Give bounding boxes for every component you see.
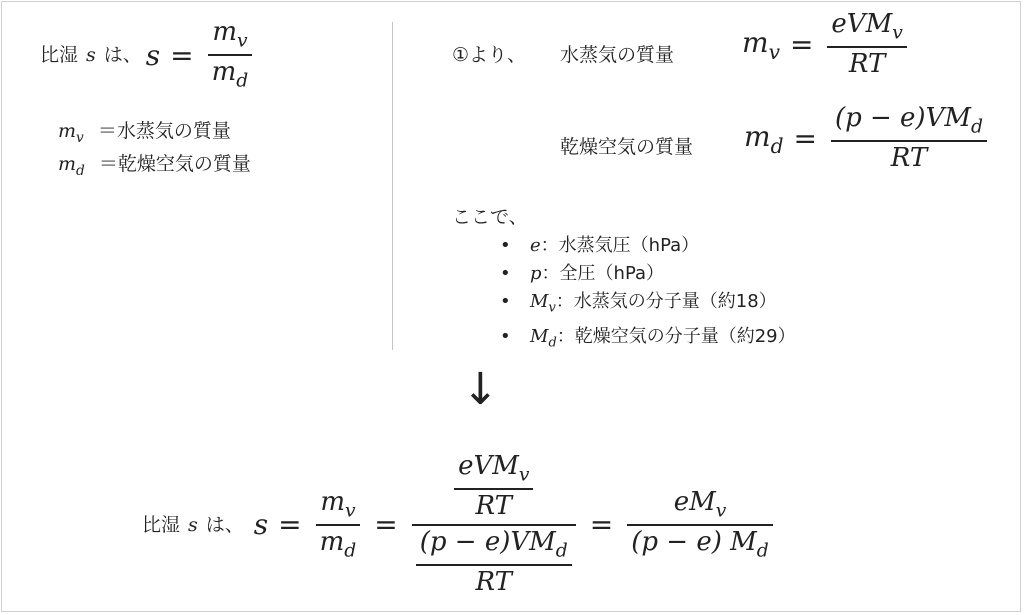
bullet-text: ：全圧（hPa）: [541, 263, 665, 284]
fraction-bar: [827, 46, 906, 48]
def-text: ＝水蒸気の質量: [97, 120, 231, 142]
def-var: m: [58, 120, 77, 142]
intro-label: 比湿: [40, 44, 79, 67]
frac-num: (p − e)VM: [834, 103, 971, 133]
bullet-var: M: [530, 325, 549, 347]
fraction-bar: [454, 488, 533, 490]
def-text: ＝乾燥空気の質量: [98, 152, 251, 175]
def-sub: d: [76, 162, 85, 179]
bottom-fraction-1: [316, 488, 361, 562]
bottom-fraction-final: [627, 488, 773, 562]
inner-fraction-bottom: [416, 528, 572, 598]
bullet-dot: •: [500, 263, 511, 284]
fraction-bar: [416, 564, 572, 566]
specific-humidity-definition: [40, 18, 256, 92]
bullet-sub: d: [548, 335, 557, 351]
frac-num: eM: [673, 486, 716, 517]
frac-num-sub: d: [555, 540, 568, 562]
frac-num-sub: v: [715, 500, 727, 522]
intro-wa: は、: [103, 44, 142, 67]
bullet-text: ：水蒸気の分子量（約18）: [555, 291, 777, 312]
vapor-mass-equation: [742, 10, 911, 80]
eq-lhs: m: [742, 25, 769, 59]
fraction-bar: [208, 54, 253, 56]
eq-lhs: m: [744, 119, 771, 153]
frac-den: RT: [475, 491, 512, 522]
eq-lhs-sub: v: [768, 40, 780, 64]
frac-num-sub: v: [345, 500, 356, 522]
frac-den: m: [211, 57, 237, 88]
intro-var: s: [86, 44, 96, 67]
vapor-mass-label: 水蒸気の質量: [560, 44, 675, 66]
vapor-fraction: [827, 10, 906, 80]
frac-num-sub: d: [970, 116, 983, 138]
def-mv: [58, 118, 251, 151]
frac-num: eVM: [831, 9, 893, 39]
frac-num: eVM: [458, 451, 519, 481]
list-item: [500, 323, 796, 358]
bullet-text: ：乾燥空気の分子量（約29）: [556, 325, 796, 347]
divider-line: [392, 22, 393, 350]
frac-num-sub: v: [892, 22, 903, 44]
frac-num: m: [320, 486, 345, 517]
frac-den-sub: d: [344, 540, 357, 562]
list-item: [500, 288, 796, 323]
variable-definitions: [58, 118, 251, 184]
inner-fraction-top: [454, 452, 533, 522]
bottom-equals-2: =: [374, 508, 398, 542]
frac-den: RT: [848, 49, 886, 80]
down-arrow-icon: ↓: [462, 364, 499, 415]
bullet-sub: v: [548, 300, 556, 316]
bottom-derivation: [142, 452, 777, 598]
eq-equals: =: [793, 122, 817, 156]
fraction-bar: [831, 140, 987, 142]
list-item: [500, 232, 796, 260]
formula-equals: =: [170, 38, 194, 72]
frac-den: (p − e) M: [631, 526, 757, 557]
fraction-bar: [627, 524, 773, 526]
bullet-var: M: [530, 291, 549, 312]
frac-den: m: [319, 526, 345, 557]
bottom-lhs: s: [253, 508, 269, 542]
bullet-dot: •: [500, 325, 511, 347]
formula-lhs: s: [145, 38, 161, 72]
main-fraction-bar: [412, 524, 576, 526]
frac-num-sub: v: [237, 30, 248, 52]
where-label: ここで、: [452, 206, 528, 228]
bullet-dot: •: [500, 235, 511, 256]
def-md: [58, 151, 251, 184]
frac-den-sub: d: [756, 540, 769, 562]
frac-den-sub: d: [236, 70, 249, 92]
bottom-wa: は、: [205, 513, 244, 536]
bottom-var: s: [188, 513, 198, 536]
bottom-label: 比湿: [142, 513, 181, 536]
dry-fraction: [831, 104, 987, 174]
bullet-text: ：水蒸気圧（hPa）: [540, 235, 700, 256]
frac-den: RT: [475, 567, 512, 598]
bullet-var: p: [530, 263, 542, 284]
variable-list: [500, 232, 796, 357]
bottom-compound-fraction: [412, 452, 576, 598]
fraction-mv-md: [208, 18, 253, 92]
frac-num: m: [212, 17, 237, 47]
dry-mass-equation: [744, 104, 991, 174]
from-eq1-label: ①より、: [452, 44, 527, 66]
bottom-equals-1: =: [278, 508, 302, 542]
bottom-equals-3: =: [589, 508, 614, 542]
eq-equals: =: [789, 28, 814, 62]
def-var: m: [58, 152, 77, 175]
frac-den: RT: [890, 143, 928, 174]
frac-num: (p − e)VM: [419, 526, 556, 557]
bullet-var: e: [530, 235, 541, 256]
eq-lhs-sub: d: [770, 134, 784, 158]
bullet-dot: •: [500, 291, 511, 312]
def-sub: v: [76, 129, 84, 146]
frac-num-sub: v: [518, 464, 530, 486]
list-item: [500, 260, 796, 288]
fraction-bar: [316, 524, 361, 526]
dry-mass-label: 乾燥空気の質量: [560, 136, 694, 158]
